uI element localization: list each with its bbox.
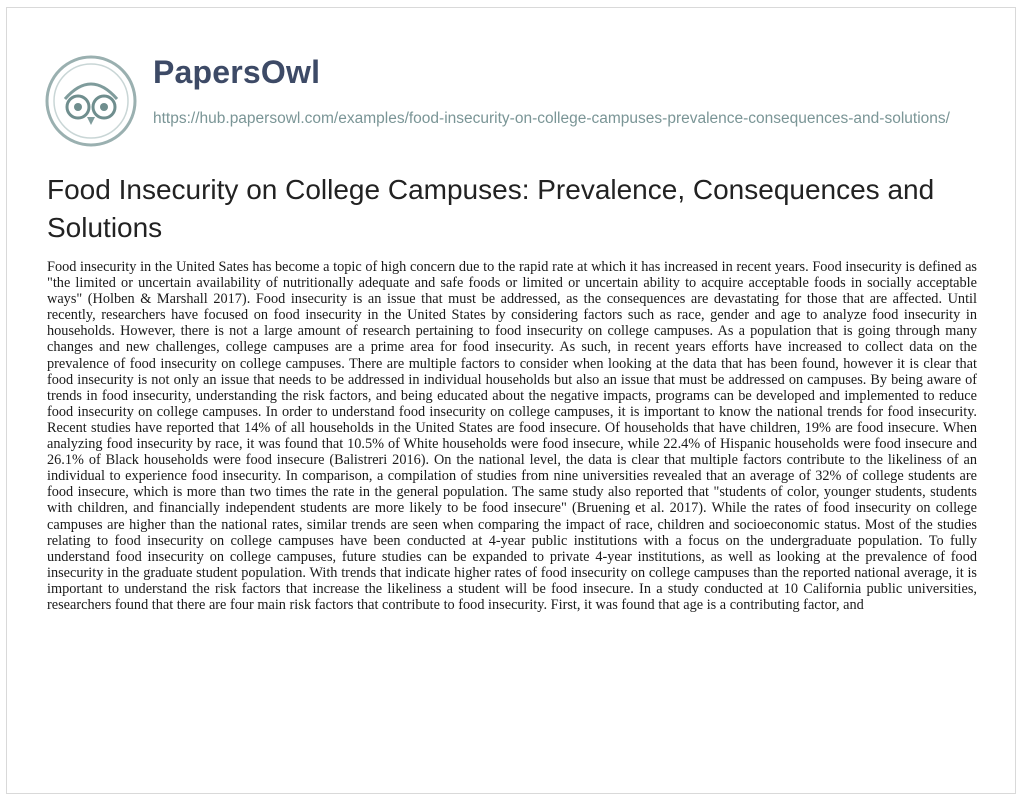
owl-logo-icon[interactable]: [45, 55, 137, 147]
owl-logo-graphic: [45, 55, 137, 147]
article-body: Food insecurity in the United Sates has become a topic of high concern due to the rapid rate at which it has increased in recent years. Food insecurity is defined as "the limited or uncertain availability of nutritionally adequate and safe foods or limited or uncertain ability to acquire acceptable foods in socially acceptable ways" (Holben & Marshall 2017). Food insecurity is an issue that must be addressed, as the consequences are devastating for those that are affected. Until recently, researchers have focused on food insecurity in the United States by considering factors such as race, gender and age to analyze food insecurity in households. However, there is not a large amount of research pertaining to food insecurity on college campuses. As a population that is going through many changes and new challenges, college campuses are a prime area for food insecurity. As such, in recent years efforts have increased to collect data on the prevalence of food insecurity on college campuses. There are multiple factors to consider when looking at the data that has been found, however it is clear that food insecurity is not only an issue that needs to be addressed in individual households but also an issue that must be addressed on campuses. By being aware of trends in food insecurity, understanding the risk factors, and being educated about the negative impacts, programs can be developed and implemented to reduce food insecurity on college campuses. In order to understand food insecurity on college campuses, it is important to know the national trends for food insecurity. Recent studies have reported that 14% of all households in the United States are food insecure. Of households that have children, 19% are food insecure. When analyzing food insecurity by race, it was found that 10.5% of White households were food insecure, while 22.4% of Hispanic households were food insecure and 26.1% of Black households were food insecure (Balistreri 2016). On the national level, the data is clear that multiple factors contribute to the likeliness of an individual to experience food insecurity. In comparison, a compilation of studies from nine universities revealed that an average of 32% of college students are food insecure, which is more than two times the rate in the general population. The same study also reported that "students of color, younger students, students with children, and financially independent students are more likely to be food insecure" (Bruening et al. 2017). While the rates of food insecurity on college campuses are higher than the national rates, similar trends are seen when comparing the impact of race, children and socioeconomic status. Most of the studies relating to food insecurity on college campuses have been conducted at 4-year public institutions with a focus on the undergraduate population. To fully understand food insecurity on college campuses, future studies can be expanded to private 4-year institutions, as well as looking at the prevalence of food insecurity in the graduate student population. With trends that indicate higher rates of food insecurity on college campuses than the reported national average, it is important to understand the risk factors that increase the likeliness a student will be food insecure. In a study conducted at 10 California public universities, researchers found that there are four main risk factors that contribute to food insecurity. First, it was found that age is a contributing factor, and: [47, 259, 977, 613]
source-url[interactable]: https://hub.papersowl.com/examples/food-insecurity-on-college-campuses-prevalence-consequences-and-solutions/: [153, 110, 950, 127]
brand-name[interactable]: PapersOwl: [153, 54, 321, 90]
page-title: Food Insecurity on College Campuses: Prevalence, Consequences and Solutions: [47, 174, 935, 243]
